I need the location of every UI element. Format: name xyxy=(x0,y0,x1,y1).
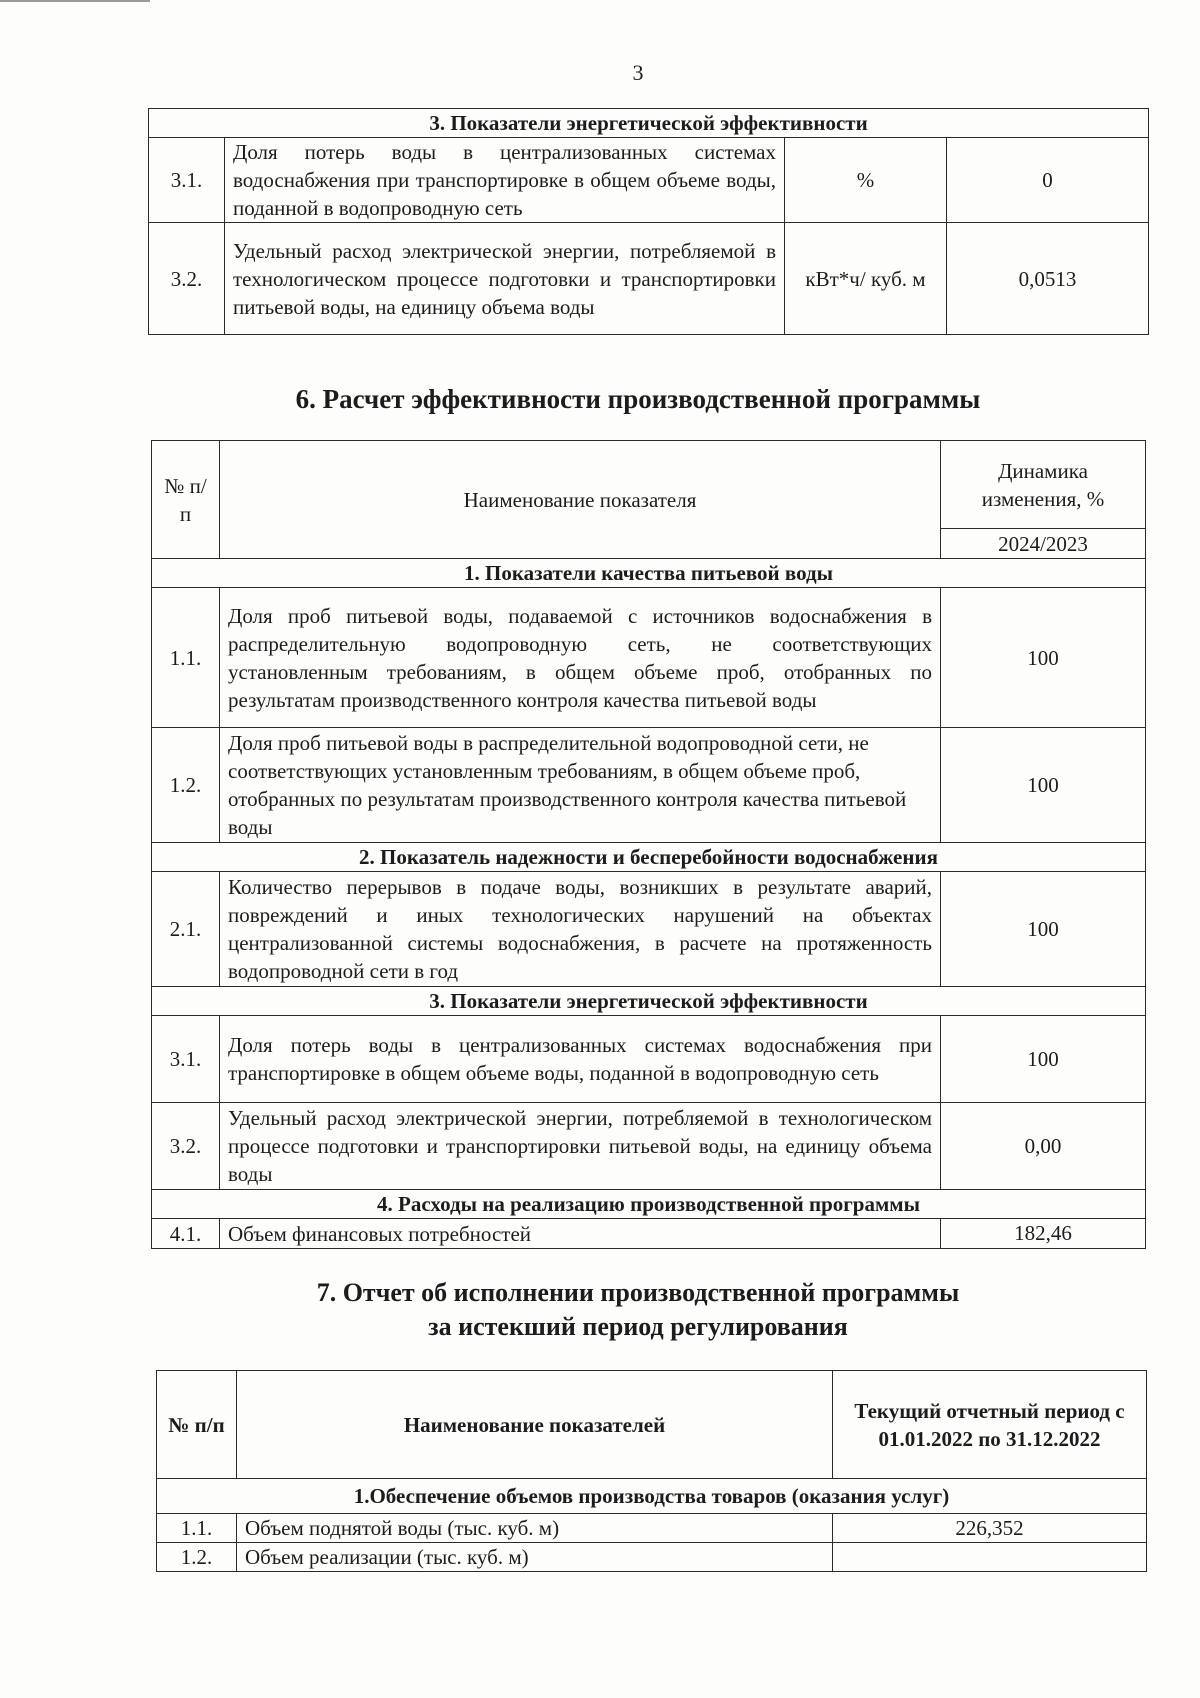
table-row xyxy=(149,223,1149,335)
row-number: 3.1. xyxy=(149,138,225,223)
section-6-title: 6. Расчет эффективности производственной программы xyxy=(295,384,981,414)
header-dynamics: Динамика изменения, % xyxy=(941,441,1146,529)
section-7-title-line-2: за истекший период регулирования xyxy=(428,1312,848,1341)
table-section-row xyxy=(149,109,1149,138)
unit-cell: % xyxy=(785,138,947,223)
table-row xyxy=(157,1543,1147,1572)
table-row xyxy=(152,588,1146,728)
table-section-row xyxy=(152,843,1146,872)
indicator-name: Объем финансовых потребностей xyxy=(220,1219,941,1249)
program-execution-report-table xyxy=(156,1370,1147,1572)
table-row xyxy=(152,1016,1146,1103)
indicator-name: Доля проб питьевой воды в распределительной водопроводной сети, не соответствующих установленным требованиям, в общем объеме проб, отобранных по результатам производственного контроля качества питьевой воды xyxy=(220,728,941,843)
indicator-name: Удельный расход электрической энергии, потребляемой в технологическом процессе подготовки и транспортировки питьевой воды, на единицу объема воды xyxy=(220,1103,941,1190)
row-number: 2.1. xyxy=(152,872,220,987)
table-section-row xyxy=(152,987,1146,1016)
group-title: 1.Обеспечение объемов производства товаров (оказания услуг) xyxy=(157,1479,1147,1514)
row-number: 3.2. xyxy=(149,223,225,335)
table-row xyxy=(152,872,1146,987)
row-number: 1.2. xyxy=(157,1543,237,1572)
row-number: 1.1. xyxy=(152,588,220,728)
indicator-name: Доля потерь воды в централизованных системах водоснабжения при транспортировке в общем объеме воды, поданной в водопроводную сеть xyxy=(225,138,785,223)
value-cell: 100 xyxy=(941,872,1146,987)
table-row xyxy=(152,1219,1146,1249)
group-title: 4. Расходы на реализацию производственной программы xyxy=(152,1190,1146,1219)
table-section-row xyxy=(152,559,1146,588)
value-cell: 226,352 xyxy=(833,1514,1147,1543)
table-row xyxy=(157,1514,1147,1543)
table-row xyxy=(152,728,1146,843)
table-header-row xyxy=(157,1371,1147,1479)
row-number: 3.1. xyxy=(152,1016,220,1103)
value-cell: 0,00 xyxy=(941,1103,1146,1190)
indicator-name: Количество перерывов в подаче воды, возникших в результате аварий, повреждений и иных технологических нарушений на объектах централизованной системы водоснабжения, в расчете на протяженность водопроводной сети в год xyxy=(220,872,941,987)
row-number: 1.1. xyxy=(157,1514,237,1543)
header-number: № п/п xyxy=(157,1371,237,1479)
header-number: № п/п xyxy=(152,441,220,559)
efficiency-calculation-table xyxy=(151,440,1146,1249)
header-period: 2024/2023 xyxy=(941,529,1146,559)
value-cell: 100 xyxy=(941,588,1146,728)
table-row xyxy=(149,138,1149,223)
page-number: 3 xyxy=(632,60,644,85)
header-reporting-period: Текущий отчетный период с 01.01.2022 по 31.12.2022 xyxy=(833,1371,1147,1479)
header-indicator-names: Наименование показателей xyxy=(237,1371,833,1479)
unit-cell: кВт*ч/ куб. м xyxy=(785,223,947,335)
row-number: 4.1. xyxy=(152,1219,220,1249)
table-row xyxy=(152,1103,1146,1190)
value-cell: 182,46 xyxy=(941,1219,1146,1249)
value-cell: 0 xyxy=(947,138,1149,223)
group-title: 2. Показатель надежности и бесперебойности водоснабжения xyxy=(152,843,1146,872)
group-title: 1. Показатели качества питьевой воды xyxy=(152,559,1146,588)
section-title: 3. Показатели энергетической эффективности xyxy=(149,109,1149,138)
value-cell: 0,0513 xyxy=(947,223,1149,335)
table-section-row xyxy=(157,1479,1147,1514)
value-cell: 100 xyxy=(941,1016,1146,1103)
section-7-title-line-1: 7. Отчет об исполнении производственной программы xyxy=(316,1278,960,1307)
indicator-name: Доля проб питьевой воды, подаваемой с источников водоснабжения в распределительную водопроводную сеть, не соответствующих установленным требованиям, в общем объеме проб, отобранных по результатам производственного контроля качества питьевой воды xyxy=(220,588,941,728)
header-indicator-name: Наименование показателя xyxy=(220,441,941,559)
row-number: 3.2. xyxy=(152,1103,220,1190)
row-number: 1.2. xyxy=(152,728,220,843)
table-header-row xyxy=(152,441,1146,529)
indicator-name: Объем реализации (тыс. куб. м) xyxy=(237,1543,833,1572)
table-section-row xyxy=(152,1190,1146,1219)
indicator-name: Объем поднятой воды (тыс. куб. м) xyxy=(237,1514,833,1543)
value-cell: 100 xyxy=(941,728,1146,843)
scan-edge-line xyxy=(0,0,150,2)
indicator-name: Доля потерь воды в централизованных системах водоснабжения при транспортировке в общем объеме воды, поданной в водопроводную сеть xyxy=(220,1016,941,1103)
value-cell xyxy=(833,1543,1147,1572)
energy-efficiency-table xyxy=(148,108,1149,335)
indicator-name: Удельный расход электрической энергии, потребляемой в технологическом процессе подготовки и транспортировки питьевой воды, на единицу объема воды xyxy=(225,223,785,335)
group-title: 3. Показатели энергетической эффективности xyxy=(152,987,1146,1016)
